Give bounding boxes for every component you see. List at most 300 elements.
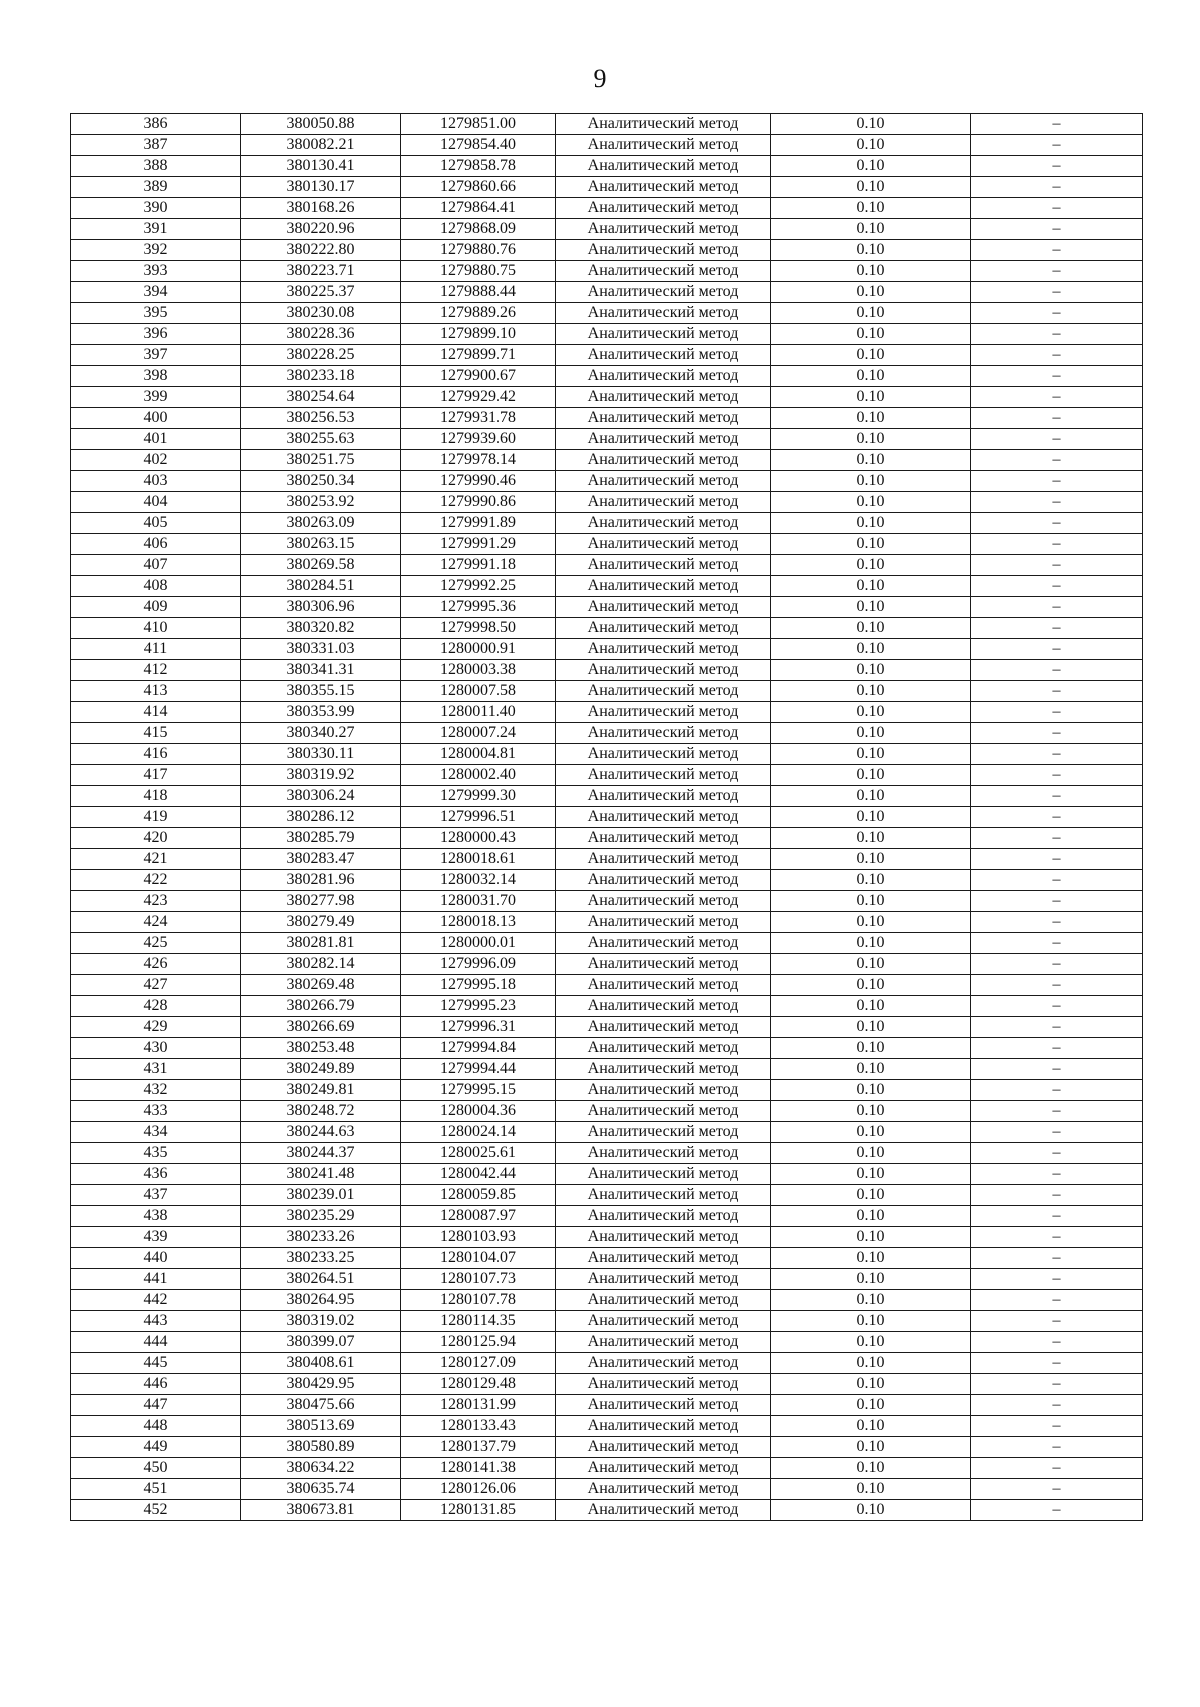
description-cell: – (971, 639, 1143, 660)
y-coordinate-cell: 1279900.67 (401, 366, 556, 387)
x-coordinate-cell: 380254.64 (241, 387, 401, 408)
point-number-cell: 452 (71, 1500, 241, 1521)
x-coordinate-cell: 380251.75 (241, 450, 401, 471)
y-coordinate-cell: 1279998.50 (401, 618, 556, 639)
accuracy-cell: 0.10 (771, 1437, 971, 1458)
method-cell: Аналитический метод (556, 1059, 771, 1080)
accuracy-cell: 0.10 (771, 492, 971, 513)
table-row (71, 975, 1143, 996)
y-coordinate-cell: 1280000.91 (401, 639, 556, 660)
description-cell: – (971, 240, 1143, 261)
description-cell: – (971, 282, 1143, 303)
point-number-cell: 451 (71, 1479, 241, 1500)
method-cell: Аналитический метод (556, 912, 771, 933)
description-cell: – (971, 744, 1143, 765)
point-number-cell: 386 (71, 114, 241, 135)
method-cell: Аналитический метод (556, 492, 771, 513)
x-coordinate-cell: 380250.34 (241, 471, 401, 492)
y-coordinate-cell: 1280024.14 (401, 1122, 556, 1143)
x-coordinate-cell: 380475.66 (241, 1395, 401, 1416)
description-cell: – (971, 849, 1143, 870)
description-cell: – (971, 1416, 1143, 1437)
description-cell: – (971, 366, 1143, 387)
point-number-cell: 432 (71, 1080, 241, 1101)
y-coordinate-cell: 1280018.61 (401, 849, 556, 870)
y-coordinate-cell: 1280007.58 (401, 681, 556, 702)
table-row (71, 1500, 1143, 1521)
y-coordinate-cell: 1280032.14 (401, 870, 556, 891)
method-cell: Аналитический метод (556, 1038, 771, 1059)
y-coordinate-cell: 1280126.06 (401, 1479, 556, 1500)
table-row (71, 1143, 1143, 1164)
table-row (71, 786, 1143, 807)
table-row (71, 408, 1143, 429)
description-cell: – (971, 870, 1143, 891)
table-row (71, 1101, 1143, 1122)
method-cell: Аналитический метод (556, 1185, 771, 1206)
description-cell: – (971, 1143, 1143, 1164)
table-row (71, 849, 1143, 870)
point-number-cell: 402 (71, 450, 241, 471)
accuracy-cell: 0.10 (771, 177, 971, 198)
accuracy-cell: 0.10 (771, 996, 971, 1017)
accuracy-cell: 0.10 (771, 366, 971, 387)
point-number-cell: 410 (71, 618, 241, 639)
method-cell: Аналитический метод (556, 555, 771, 576)
method-cell: Аналитический метод (556, 324, 771, 345)
y-coordinate-cell: 1279992.25 (401, 576, 556, 597)
x-coordinate-cell: 380264.51 (241, 1269, 401, 1290)
point-number-cell: 426 (71, 954, 241, 975)
x-coordinate-cell: 380228.25 (241, 345, 401, 366)
point-number-cell: 439 (71, 1227, 241, 1248)
description-cell: – (971, 1101, 1143, 1122)
accuracy-cell: 0.10 (771, 660, 971, 681)
point-number-cell: 414 (71, 702, 241, 723)
table-row (71, 828, 1143, 849)
x-coordinate-cell: 380306.96 (241, 597, 401, 618)
method-cell: Аналитический метод (556, 345, 771, 366)
method-cell: Аналитический метод (556, 597, 771, 618)
accuracy-cell: 0.10 (771, 933, 971, 954)
table-row (71, 1122, 1143, 1143)
description-cell: – (971, 1311, 1143, 1332)
x-coordinate-cell: 380256.53 (241, 408, 401, 429)
table-row (71, 177, 1143, 198)
x-coordinate-cell: 380341.31 (241, 660, 401, 681)
point-number-cell: 391 (71, 219, 241, 240)
y-coordinate-cell: 1280107.73 (401, 1269, 556, 1290)
description-cell: – (971, 345, 1143, 366)
x-coordinate-cell: 380266.79 (241, 996, 401, 1017)
method-cell: Аналитический метод (556, 954, 771, 975)
table-row (71, 933, 1143, 954)
x-coordinate-cell: 380580.89 (241, 1437, 401, 1458)
description-cell: – (971, 198, 1143, 219)
description-cell: – (971, 408, 1143, 429)
description-cell: – (971, 723, 1143, 744)
table-row (71, 1206, 1143, 1227)
y-coordinate-cell: 1279899.10 (401, 324, 556, 345)
description-cell: – (971, 660, 1143, 681)
method-cell: Аналитический метод (556, 408, 771, 429)
description-cell: – (971, 828, 1143, 849)
x-coordinate-cell: 380281.96 (241, 870, 401, 891)
x-coordinate-cell: 380408.61 (241, 1353, 401, 1374)
point-number-cell: 433 (71, 1101, 241, 1122)
y-coordinate-cell: 1279939.60 (401, 429, 556, 450)
description-cell: – (971, 702, 1143, 723)
table-row (71, 744, 1143, 765)
method-cell: Аналитический метод (556, 975, 771, 996)
y-coordinate-cell: 1280127.09 (401, 1353, 556, 1374)
method-cell: Аналитический метод (556, 1143, 771, 1164)
description-cell: – (971, 1374, 1143, 1395)
point-number-cell: 419 (71, 807, 241, 828)
method-cell: Аналитический метод (556, 240, 771, 261)
point-number-cell: 448 (71, 1416, 241, 1437)
table-row (71, 534, 1143, 555)
description-cell: – (971, 1227, 1143, 1248)
x-coordinate-cell: 380249.89 (241, 1059, 401, 1080)
y-coordinate-cell: 1280104.07 (401, 1248, 556, 1269)
point-number-cell: 428 (71, 996, 241, 1017)
point-number-cell: 424 (71, 912, 241, 933)
accuracy-cell: 0.10 (771, 1458, 971, 1479)
x-coordinate-cell: 380673.81 (241, 1500, 401, 1521)
description-cell: – (971, 1080, 1143, 1101)
x-coordinate-cell: 380283.47 (241, 849, 401, 870)
table-row (71, 555, 1143, 576)
table-row (71, 660, 1143, 681)
x-coordinate-cell: 380319.02 (241, 1311, 401, 1332)
method-cell: Аналитический метод (556, 156, 771, 177)
table-row (71, 1269, 1143, 1290)
description-cell: – (971, 1290, 1143, 1311)
x-coordinate-cell: 380429.95 (241, 1374, 401, 1395)
point-number-cell: 442 (71, 1290, 241, 1311)
accuracy-cell: 0.10 (771, 1122, 971, 1143)
accuracy-cell: 0.10 (771, 450, 971, 471)
table-row (71, 996, 1143, 1017)
y-coordinate-cell: 1280133.43 (401, 1416, 556, 1437)
method-cell: Аналитический метод (556, 534, 771, 555)
x-coordinate-cell: 380130.41 (241, 156, 401, 177)
accuracy-cell: 0.10 (771, 1290, 971, 1311)
y-coordinate-cell: 1280025.61 (401, 1143, 556, 1164)
table-row (71, 1416, 1143, 1437)
table-row (71, 1332, 1143, 1353)
method-cell: Аналитический метод (556, 576, 771, 597)
x-coordinate-cell: 380253.48 (241, 1038, 401, 1059)
accuracy-cell: 0.10 (771, 534, 971, 555)
y-coordinate-cell: 1279991.18 (401, 555, 556, 576)
y-coordinate-cell: 1279995.18 (401, 975, 556, 996)
table-row (71, 1227, 1143, 1248)
y-coordinate-cell: 1279880.76 (401, 240, 556, 261)
accuracy-cell: 0.10 (771, 135, 971, 156)
accuracy-cell: 0.10 (771, 1353, 971, 1374)
table-row (71, 513, 1143, 534)
table-row (71, 240, 1143, 261)
point-number-cell: 444 (71, 1332, 241, 1353)
accuracy-cell: 0.10 (771, 555, 971, 576)
x-coordinate-cell: 380233.18 (241, 366, 401, 387)
accuracy-cell: 0.10 (771, 1332, 971, 1353)
method-cell: Аналитический метод (556, 1311, 771, 1332)
description-cell: – (971, 975, 1143, 996)
accuracy-cell: 0.10 (771, 1038, 971, 1059)
accuracy-cell: 0.10 (771, 471, 971, 492)
table-row (71, 807, 1143, 828)
y-coordinate-cell: 1279991.29 (401, 534, 556, 555)
method-cell: Аналитический метод (556, 849, 771, 870)
accuracy-cell: 0.10 (771, 1416, 971, 1437)
point-number-cell: 400 (71, 408, 241, 429)
point-number-cell: 413 (71, 681, 241, 702)
x-coordinate-cell: 380306.24 (241, 786, 401, 807)
description-cell: – (971, 954, 1143, 975)
y-coordinate-cell: 1279995.23 (401, 996, 556, 1017)
point-number-cell: 416 (71, 744, 241, 765)
point-number-cell: 398 (71, 366, 241, 387)
description-cell: – (971, 681, 1143, 702)
point-number-cell: 437 (71, 1185, 241, 1206)
point-number-cell: 397 (71, 345, 241, 366)
description-cell: – (971, 177, 1143, 198)
y-coordinate-cell: 1279994.44 (401, 1059, 556, 1080)
y-coordinate-cell: 1279996.51 (401, 807, 556, 828)
x-coordinate-cell: 380244.37 (241, 1143, 401, 1164)
y-coordinate-cell: 1279868.09 (401, 219, 556, 240)
point-number-cell: 388 (71, 156, 241, 177)
accuracy-cell: 0.10 (771, 618, 971, 639)
description-cell: – (971, 261, 1143, 282)
y-coordinate-cell: 1279990.46 (401, 471, 556, 492)
x-coordinate-cell: 380282.14 (241, 954, 401, 975)
accuracy-cell: 0.10 (771, 1080, 971, 1101)
accuracy-cell: 0.10 (771, 975, 971, 996)
y-coordinate-cell: 1280002.40 (401, 765, 556, 786)
point-number-cell: 435 (71, 1143, 241, 1164)
description-cell: – (971, 324, 1143, 345)
method-cell: Аналитический метод (556, 933, 771, 954)
table-row (71, 1290, 1143, 1311)
point-number-cell: 408 (71, 576, 241, 597)
point-number-cell: 431 (71, 1059, 241, 1080)
point-number-cell: 445 (71, 1353, 241, 1374)
y-coordinate-cell: 1280129.48 (401, 1374, 556, 1395)
point-number-cell: 436 (71, 1164, 241, 1185)
description-cell: – (971, 492, 1143, 513)
method-cell: Аналитический метод (556, 681, 771, 702)
point-number-cell: 405 (71, 513, 241, 534)
method-cell: Аналитический метод (556, 177, 771, 198)
x-coordinate-cell: 380082.21 (241, 135, 401, 156)
method-cell: Аналитический метод (556, 135, 771, 156)
accuracy-cell: 0.10 (771, 597, 971, 618)
description-cell: – (971, 1248, 1143, 1269)
method-cell: Аналитический метод (556, 1500, 771, 1521)
method-cell: Аналитический метод (556, 1332, 771, 1353)
point-number-cell: 396 (71, 324, 241, 345)
accuracy-cell: 0.10 (771, 1269, 971, 1290)
x-coordinate-cell: 380281.81 (241, 933, 401, 954)
table-row (71, 1479, 1143, 1500)
point-number-cell: 393 (71, 261, 241, 282)
y-coordinate-cell: 1280141.38 (401, 1458, 556, 1479)
accuracy-cell: 0.10 (771, 1479, 971, 1500)
table-row (71, 387, 1143, 408)
accuracy-cell: 0.10 (771, 1500, 971, 1521)
accuracy-cell: 0.10 (771, 1227, 971, 1248)
method-cell: Аналитический метод (556, 303, 771, 324)
point-number-cell: 394 (71, 282, 241, 303)
table-row (71, 765, 1143, 786)
x-coordinate-cell: 380244.63 (241, 1122, 401, 1143)
accuracy-cell: 0.10 (771, 954, 971, 975)
y-coordinate-cell: 1279851.00 (401, 114, 556, 135)
table-row (71, 282, 1143, 303)
point-number-cell: 406 (71, 534, 241, 555)
method-cell: Аналитический метод (556, 1080, 771, 1101)
y-coordinate-cell: 1279994.84 (401, 1038, 556, 1059)
y-coordinate-cell: 1279990.86 (401, 492, 556, 513)
description-cell: – (971, 513, 1143, 534)
x-coordinate-cell: 380228.36 (241, 324, 401, 345)
point-number-cell: 430 (71, 1038, 241, 1059)
accuracy-cell: 0.10 (771, 324, 971, 345)
description-cell: – (971, 429, 1143, 450)
method-cell: Аналитический метод (556, 261, 771, 282)
point-number-cell: 399 (71, 387, 241, 408)
accuracy-cell: 0.10 (771, 639, 971, 660)
y-coordinate-cell: 1279858.78 (401, 156, 556, 177)
point-number-cell: 389 (71, 177, 241, 198)
method-cell: Аналитический метод (556, 618, 771, 639)
description-cell: – (971, 303, 1143, 324)
x-coordinate-cell: 380285.79 (241, 828, 401, 849)
accuracy-cell: 0.10 (771, 1059, 971, 1080)
method-cell: Аналитический метод (556, 1101, 771, 1122)
description-cell: – (971, 1017, 1143, 1038)
accuracy-cell: 0.10 (771, 303, 971, 324)
x-coordinate-cell: 380241.48 (241, 1164, 401, 1185)
x-coordinate-cell: 380230.08 (241, 303, 401, 324)
y-coordinate-cell: 1280004.81 (401, 744, 556, 765)
table-row (71, 324, 1143, 345)
point-number-cell: 449 (71, 1437, 241, 1458)
y-coordinate-cell: 1279860.66 (401, 177, 556, 198)
y-coordinate-cell: 1280103.93 (401, 1227, 556, 1248)
accuracy-cell: 0.10 (771, 198, 971, 219)
method-cell: Аналитический метод (556, 1122, 771, 1143)
description-cell: – (971, 1122, 1143, 1143)
accuracy-cell: 0.10 (771, 387, 971, 408)
description-cell: – (971, 1332, 1143, 1353)
y-coordinate-cell: 1279889.26 (401, 303, 556, 324)
method-cell: Аналитический метод (556, 870, 771, 891)
x-coordinate-cell: 380319.92 (241, 765, 401, 786)
point-number-cell: 429 (71, 1017, 241, 1038)
point-number-cell: 443 (71, 1311, 241, 1332)
point-number-cell: 407 (71, 555, 241, 576)
x-coordinate-cell: 380277.98 (241, 891, 401, 912)
point-number-cell: 390 (71, 198, 241, 219)
y-coordinate-cell: 1279880.75 (401, 261, 556, 282)
table-row (71, 135, 1143, 156)
x-coordinate-cell: 380264.95 (241, 1290, 401, 1311)
point-number-cell: 417 (71, 765, 241, 786)
table-row (71, 1437, 1143, 1458)
accuracy-cell: 0.10 (771, 765, 971, 786)
x-coordinate-cell: 380269.58 (241, 555, 401, 576)
x-coordinate-cell: 380225.37 (241, 282, 401, 303)
y-coordinate-cell: 1280004.36 (401, 1101, 556, 1122)
method-cell: Аналитический метод (556, 1479, 771, 1500)
table-row (71, 114, 1143, 135)
method-cell: Аналитический метод (556, 744, 771, 765)
x-coordinate-cell: 380284.51 (241, 576, 401, 597)
table-row (71, 1038, 1143, 1059)
table-row (71, 1311, 1143, 1332)
y-coordinate-cell: 1280011.40 (401, 702, 556, 723)
accuracy-cell: 0.10 (771, 513, 971, 534)
point-number-cell: 411 (71, 639, 241, 660)
table-row (71, 912, 1143, 933)
method-cell: Аналитический метод (556, 366, 771, 387)
table-row (71, 681, 1143, 702)
y-coordinate-cell: 1279931.78 (401, 408, 556, 429)
x-coordinate-cell: 380233.25 (241, 1248, 401, 1269)
y-coordinate-cell: 1280125.94 (401, 1332, 556, 1353)
y-coordinate-cell: 1279996.31 (401, 1017, 556, 1038)
point-number-cell: 450 (71, 1458, 241, 1479)
accuracy-cell: 0.10 (771, 1248, 971, 1269)
table-row (71, 639, 1143, 660)
point-number-cell: 403 (71, 471, 241, 492)
x-coordinate-cell: 380286.12 (241, 807, 401, 828)
y-coordinate-cell: 1279899.71 (401, 345, 556, 366)
x-coordinate-cell: 380279.49 (241, 912, 401, 933)
y-coordinate-cell: 1280031.70 (401, 891, 556, 912)
description-cell: – (971, 618, 1143, 639)
point-number-cell: 418 (71, 786, 241, 807)
description-cell: – (971, 1500, 1143, 1521)
method-cell: Аналитический метод (556, 387, 771, 408)
description-cell: – (971, 1038, 1143, 1059)
description-cell: – (971, 1185, 1143, 1206)
x-coordinate-cell: 380253.92 (241, 492, 401, 513)
accuracy-cell: 0.10 (771, 345, 971, 366)
x-coordinate-cell: 380239.01 (241, 1185, 401, 1206)
y-coordinate-cell: 1280042.44 (401, 1164, 556, 1185)
x-coordinate-cell: 380223.71 (241, 261, 401, 282)
accuracy-cell: 0.10 (771, 828, 971, 849)
x-coordinate-cell: 380330.11 (241, 744, 401, 765)
method-cell: Аналитический метод (556, 807, 771, 828)
table-row (71, 1395, 1143, 1416)
y-coordinate-cell: 1280114.35 (401, 1311, 556, 1332)
accuracy-cell: 0.10 (771, 849, 971, 870)
point-number-cell: 438 (71, 1206, 241, 1227)
table-row (71, 366, 1143, 387)
accuracy-cell: 0.10 (771, 744, 971, 765)
description-cell: – (971, 387, 1143, 408)
accuracy-cell: 0.10 (771, 1017, 971, 1038)
table-row (71, 1248, 1143, 1269)
table-row (71, 156, 1143, 177)
